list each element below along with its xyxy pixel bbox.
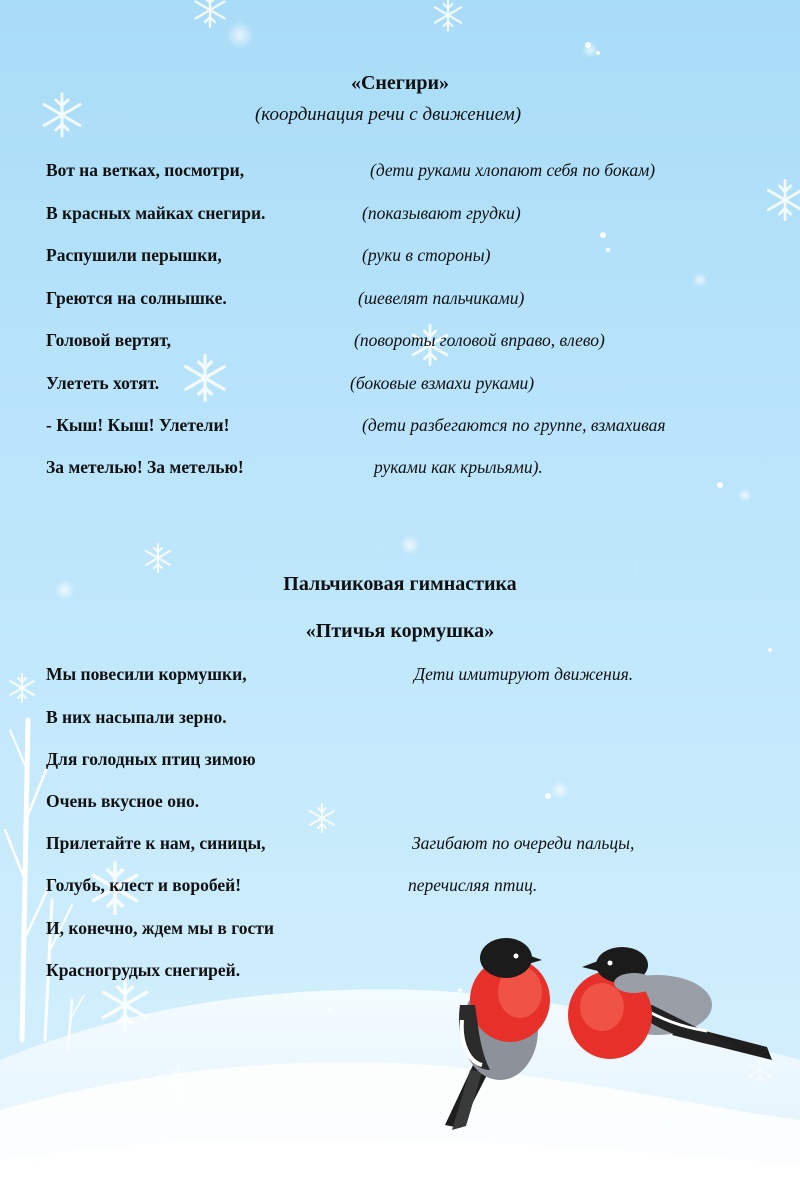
verse-line: Очень вкусное оно. — [46, 791, 200, 811]
movement-note: (шевелят пальчиками) — [358, 288, 525, 308]
verse-line: В них насыпали зерно. — [46, 707, 227, 727]
movement-note: руками как крыльями). — [374, 457, 543, 477]
movement-note: (повороты головой вправо, влево) — [354, 330, 605, 350]
verse-line: В красных майках снегири. — [46, 203, 266, 223]
verse-line: Греются на солнышке. — [46, 288, 227, 308]
movement-note: перечисляя птиц. — [408, 875, 538, 895]
movement-note: (показывают грудки) — [362, 203, 521, 223]
poem-title: «Птичья кормушка» — [305, 620, 495, 642]
movement-note: (руки в стороны) — [362, 245, 491, 265]
movement-note: Дети имитируют движения. — [414, 664, 634, 684]
verse-line: Для голодных птиц зимою — [46, 749, 256, 769]
verse-line: Красногрудых снегирей. — [46, 960, 241, 980]
verse-line: За метелью! За метелью! — [46, 457, 244, 477]
movement-note: (боковые взмахи руками) — [350, 373, 535, 393]
poem-title: «Снегири» — [350, 72, 450, 94]
verse-line: И, конечно, ждем мы в гости — [46, 918, 274, 938]
verse-line: Распушили перышки, — [46, 245, 222, 265]
verse-line: Голубь, клест и воробей! — [46, 875, 242, 895]
movement-note: Загибают по очереди пальцы, — [412, 833, 635, 853]
movement-note: (дети руками хлопают себя по бокам) — [370, 160, 656, 180]
verse-line: Улететь хотят. — [46, 373, 160, 393]
verse-line: Мы повесили кормушки, — [46, 664, 247, 684]
section-heading: Пальчиковая гимнастика — [283, 573, 517, 595]
verse-line: - Кыш! Кыш! Улетели! — [46, 415, 230, 435]
movement-note: (дети разбегаются по группе, взмахивая — [362, 415, 666, 435]
verse-line: Прилетайте к нам, синицы, — [46, 833, 266, 853]
poem-subtitle: (координация речи с движением) — [254, 104, 522, 125]
verse-line: Вот на ветках, посмотри, — [46, 160, 245, 180]
verse-line: Головой вертят, — [46, 330, 171, 350]
